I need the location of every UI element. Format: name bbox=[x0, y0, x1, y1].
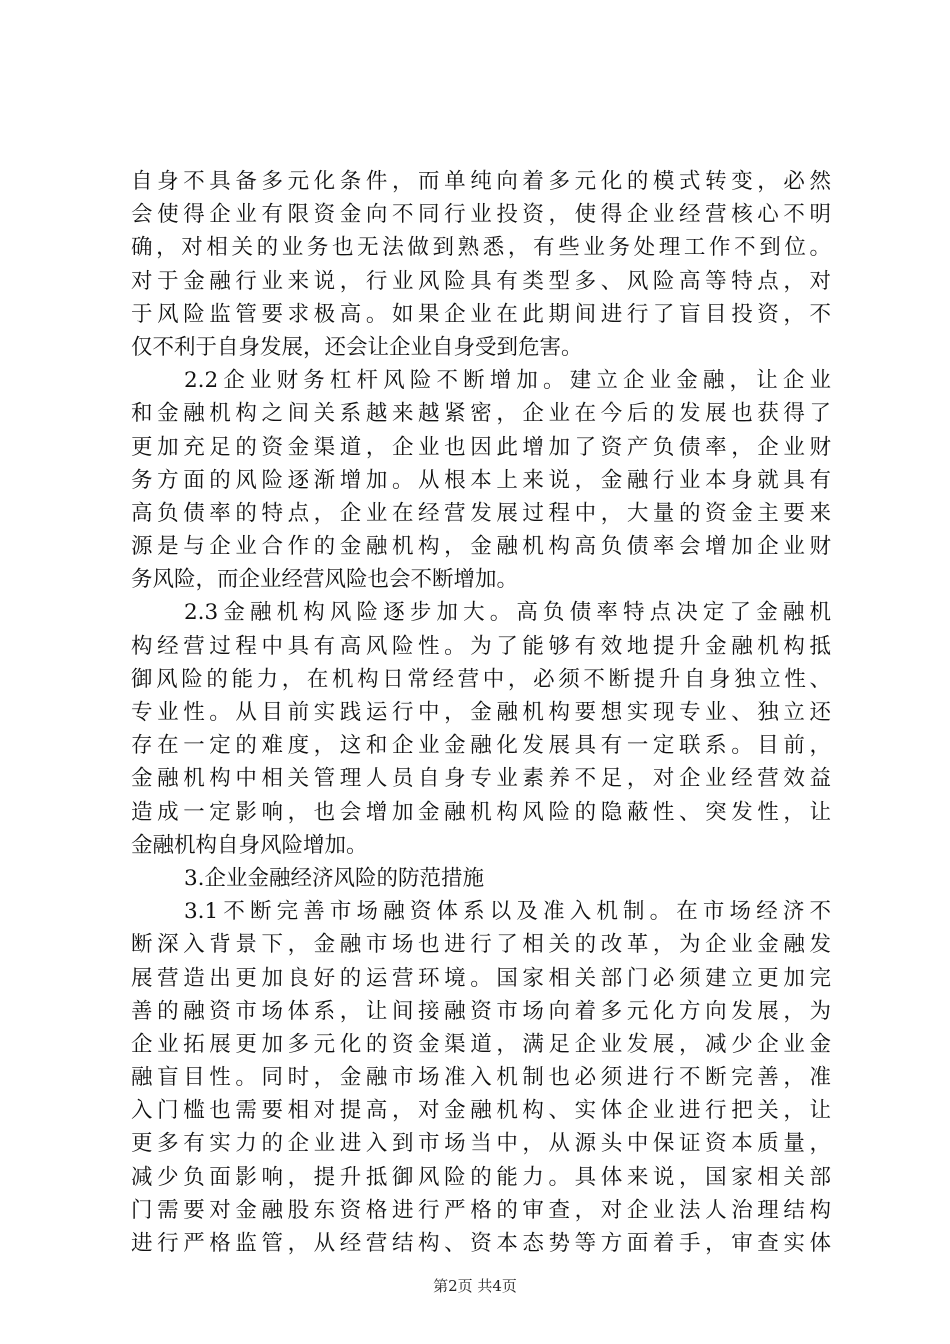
text-line: 对于金融行业来说，行业风险具有类型多、风险高等特点，对 bbox=[131, 268, 831, 294]
text-line: 构经营过程中具有高风险性。为了能够有效地提升金融机构抵 bbox=[131, 633, 831, 659]
text-line: 断深入背景下，金融市场也进行了相关的改革，为企业金融发 bbox=[131, 932, 831, 958]
text-line: 高负债率的特点，企业在经营发展过程中，大量的资金主要来 bbox=[131, 500, 831, 526]
text-line: 展营造出更加良好的运营环境。国家相关部门必须建立更加完 bbox=[131, 965, 831, 991]
text-line: 金融机构自身风险增加。 bbox=[131, 832, 368, 858]
text-line: 自身不具备多元化条件，而单纯向着多元化的模式转变，必然 bbox=[131, 169, 831, 194]
document-body bbox=[131, 165, 831, 1260]
text-line: 御风险的能力，在机构日常经营中，必须不断提升自身独立性、 bbox=[131, 666, 831, 692]
text-line: 进行严格监管，从经营结构、资本态势等方面着手，审查实体 bbox=[131, 1231, 831, 1256]
text-line: 务方面的风险逐渐增加。从根本上来说，金融行业本身就具有 bbox=[131, 467, 831, 493]
text-line: 减少负面影响，提升抵御风险的能力。具体来说，国家相关部 bbox=[131, 1164, 831, 1190]
text-line: 务风险，而企业经营风险也会不断增加。 bbox=[131, 567, 519, 593]
text-line: 更加充足的资金渠道，企业也因此增加了资产负债率，企业财 bbox=[131, 434, 831, 460]
page-footer: 第2页 共4页 bbox=[433, 1277, 517, 1295]
text-line: 造成一定影响，也会增加金融机构风险的隐蔽性、突发性，让 bbox=[131, 799, 831, 825]
text-line: 门需要对金融股东资格进行严格的审查，对企业法人治理结构 bbox=[131, 1197, 831, 1223]
text-line: 企业拓展更加多元化的资金渠道，满足企业发展，减少企业金 bbox=[131, 1031, 831, 1057]
text-line: 于风险监管要求极高。如果企业在此期间进行了盲目投资，不 bbox=[131, 301, 831, 327]
text-line: 善的融资市场体系，让间接融资市场向着多元化方向发展，为 bbox=[131, 998, 831, 1024]
text-line: 专业性。从目前实践运行中，金融机构要想实现专业、独立还 bbox=[131, 700, 831, 725]
text-line: 3.1不断完善市场融资体系以及准入机制。在市场经济不 bbox=[184, 899, 831, 925]
text-line: 2.2企业财务杠杆风险不断增加。建立企业金融，让企业 bbox=[184, 368, 831, 394]
text-line: 会使得企业有限资金向不同行业投资，使得企业经营核心不明 bbox=[131, 202, 831, 228]
text-line: 金融机构中相关管理人员自身专业素养不足，对企业经营效益 bbox=[131, 766, 831, 792]
text-line: 源是与企业合作的金融机构，金融机构高负债率会增加企业财 bbox=[131, 534, 831, 560]
text-line: 仅不利于自身发展，还会让企业自身受到危害。 bbox=[131, 334, 583, 360]
text-line: 更多有实力的企业进入到市场当中，从源头中保证资本质量， bbox=[131, 1131, 831, 1157]
text-line: 确，对相关的业务也无法做到熟悉，有些业务处理工作不到位。 bbox=[131, 235, 831, 261]
text-line: 和金融机构之间关系越来越紧密，企业在今后的发展也获得了 bbox=[131, 401, 831, 427]
text-line: 融盲目性。同时，金融市场准入机制也必须进行不断完善，准 bbox=[131, 1065, 831, 1091]
text-line: 3.企业金融经济风险的防范措施 bbox=[184, 865, 485, 891]
text-line: 存在一定的难度，这和企业金融化发展具有一定联系。目前， bbox=[131, 733, 831, 759]
text-line: 入门槛也需要相对提高，对金融机构、实体企业进行把关，让 bbox=[131, 1098, 831, 1124]
text-line: 2.3金融机构风险逐步加大。高负债率特点决定了金融机 bbox=[184, 600, 831, 626]
